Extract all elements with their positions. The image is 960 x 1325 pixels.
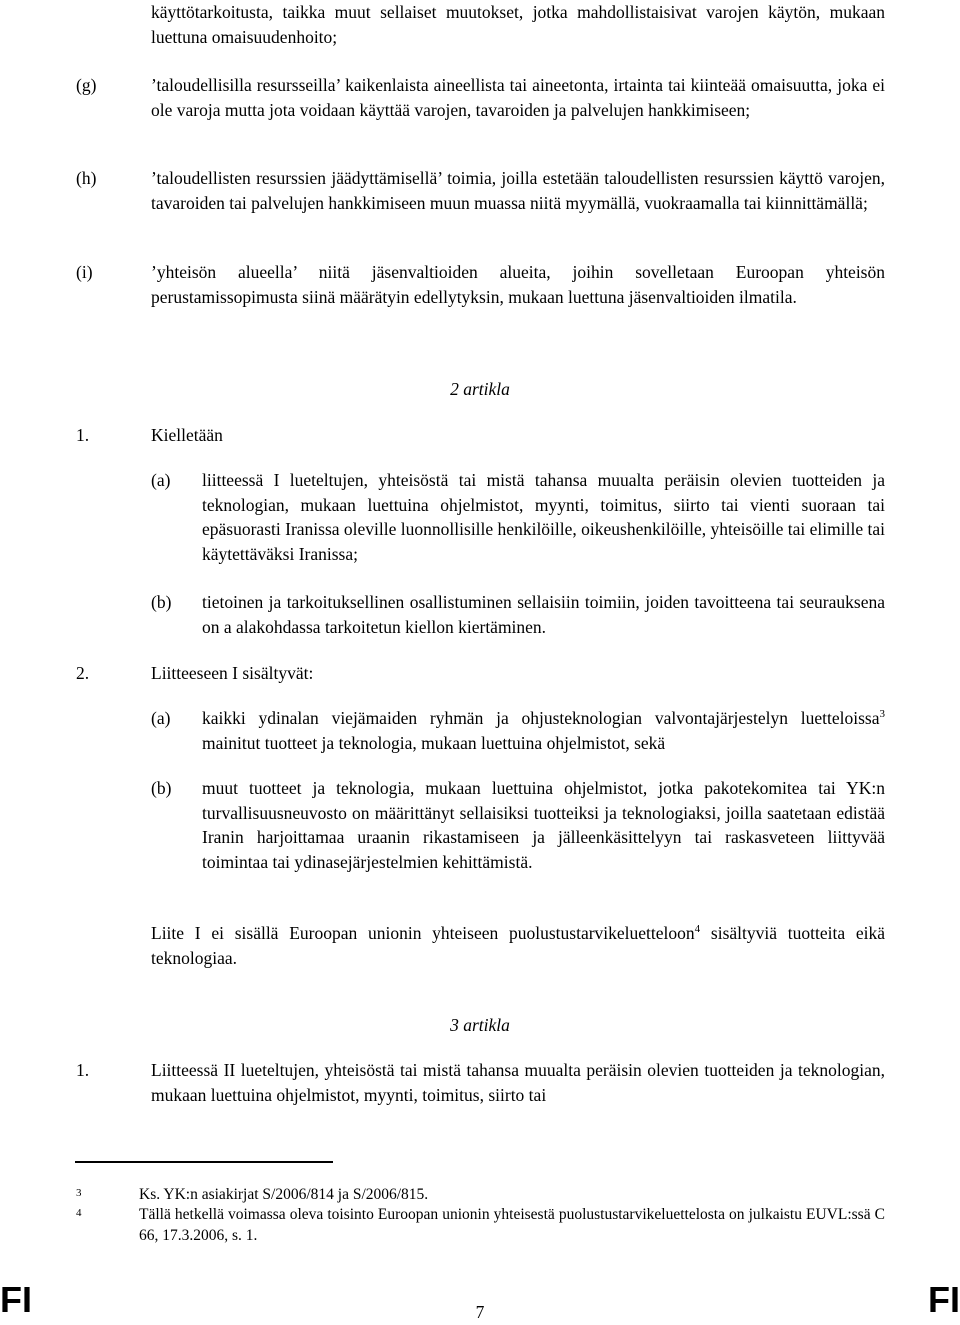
article-2-para-2-item-b-text: muut tuotteet ja teknologia, mukaan luettuina ohjelmistot, jotka pakotekomitea tai YK:n turvallisuusneuvosto on määrittänyt sellaisiksi tuotteiksi ja teknologiaksi, joilla saatetaan edistää Iranin harjoittamaa uraanin rikastamiseen ja jälleenkäsittelyyn tai raskasveteen liittyvää toimintaa tai ydinasejärjestelmien kehittämistä. xyxy=(202,778,885,872)
footnote-ref-3: 3 xyxy=(879,708,885,720)
article-2-para-1-item-b-label: (b) xyxy=(151,592,172,612)
definition-text-h: ’taloudellisten resurssien jäädyttämisellä’ toimia, joilla estetään taloudellisten resurssien käyttö varojen, tavaroiden tai palvelujen hankkimiseen muun muassa niitä myymällä, vuokraamalla tai kiinnittämällä; xyxy=(151,168,885,213)
article-3-para-1-text: Liitteessä II lueteltujen, yhteisöstä tai mistä tahansa muualta peräisin olevien tuotteiden ja teknologian, mukaan luettuina ohjelmistot, myynti, toimitus, siirto tai xyxy=(151,1060,885,1105)
article-2-para-2-item-b-label: (b) xyxy=(151,778,172,798)
footnote-4-text: Tällä hetkellä voimassa oleva toisinto Euroopan unionin yhteisestä puolustustarvikeluettelosta on julkaistu EUVL:ssä C 66, 17.3.2006, s. 1. xyxy=(139,1206,885,1244)
article-2-para-2-item-a-text: kaikki ydinalan viejämaiden ryhmän ja ohjusteknologian valvontajärjestelyn luetteloissa$^3$ mainitut tuotteet ja teknologia, mukaan luettuina ohjelmistot, sekä xyxy=(202,708,885,753)
article-3-title: 3 artikla xyxy=(450,1015,510,1035)
article-2-para-1-item-a-label: (a) xyxy=(151,470,171,490)
article-3-para-1-number: 1. xyxy=(76,1060,90,1080)
continued-definition-text: käyttötarkoitusta, taikka muut sellaiset muutokset, jotka mahdollistaisivat varojen käytön, mukaan luettuna omaisuudenhoito; xyxy=(151,2,885,47)
definition-text-g: ’taloudellisilla resursseilla’ kaikenlaista aineellista tai aineetonta, irtainta tai kiinteää omaisuutta, joka ei ole varoja mutta jota voidaan käyttää varojen, tavaroiden ja palvelujen hankkimiseen; xyxy=(151,75,885,120)
footnote-3-number: 3 xyxy=(76,1187,82,1199)
article-2-para-2-number: 2. xyxy=(76,663,90,683)
footnote-3-text: Ks. YK:n asiakirjat S/2006/814 ja S/2006/815. xyxy=(139,1186,429,1203)
definition-label-h: (h) xyxy=(76,168,97,188)
article-2-para-1-number: 1. xyxy=(76,425,90,445)
article-2-closing-paragraph: Liite I ei sisällä Euroopan unionin yhteiseen puolustustarvikeluetteloon$^4$ sisältyviä tuotteita eikä teknologiaa. xyxy=(151,923,885,968)
article-2-para-2-intro: Liitteeseen I sisältyvät: xyxy=(151,663,314,683)
footer-language-right: FI xyxy=(928,1279,960,1320)
footnote-separator xyxy=(75,1161,333,1163)
article-2-para-1-item-a-text: liitteessä I lueteltujen, yhteisöstä tai mistä tahansa muualta peräisin olevien tuotteiden ja teknologian, mukaan luettuina ohjelmistot, myynti, toimitus, siirto tai vienti suoraan tai epäsuorasti Iranissa oleville luonnollisille henkilöille, oikeushenkilöille, yhteisöille tai elimille tai käytettäväksi Iranissa; xyxy=(202,470,885,564)
article-2-title: 2 artikla xyxy=(450,379,510,399)
definition-label-i: (i) xyxy=(76,262,93,282)
definition-text-i: ’yhteisön alueella’ niitä jäsenvaltioiden alueita, joihin sovelletaan Euroopan yhteisön perustamissopimusta siinä määrätyin edellytyksin, mukaan luettuna jäsenvaltioiden ilmatila. xyxy=(151,262,885,307)
article-2-para-1-item-b-text: tietoinen ja tarkoituksellinen osallistuminen sellaisiin toimiin, joiden tavoitteena tai seurauksena on a alakohdassa tarkoitetun kiellon kiertäminen. xyxy=(202,592,885,637)
footnote-ref-4: 4 xyxy=(694,923,701,935)
footer-language-left: FI xyxy=(0,1279,32,1320)
page-number: 7 xyxy=(475,1302,485,1322)
article-2-para-1-intro: Kielletään xyxy=(151,425,223,445)
article-2-para-2-item-a-label: (a) xyxy=(151,708,171,728)
footnote-4-number: 4 xyxy=(76,1207,82,1219)
definition-label-g: (g) xyxy=(76,75,97,95)
